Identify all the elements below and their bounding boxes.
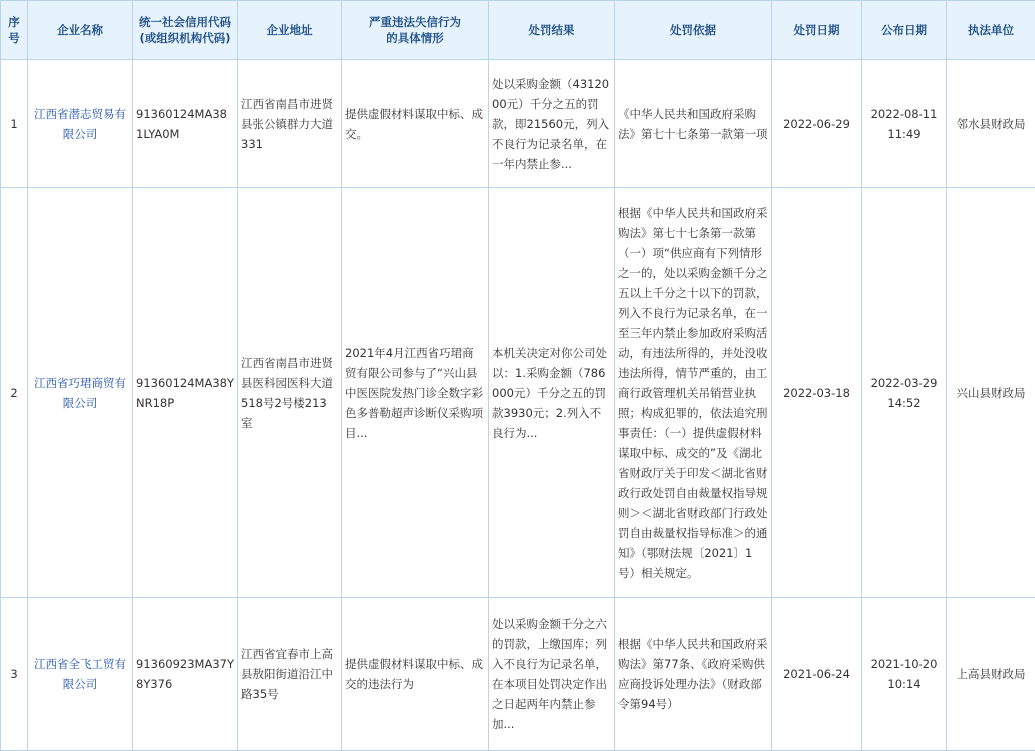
row-agency: 上高县财政局 (947, 598, 1035, 751)
row-basis: 《中华人民共和国政府采购法》第七十七条第一款第一项 (615, 60, 772, 188)
header-company-name: 企业名称 (28, 1, 133, 60)
table-header-row (1, 1, 1035, 60)
row-agency: 兴山县财政局 (947, 188, 1035, 598)
row-credit-code: 91360124MA38YNR18P (133, 188, 238, 598)
header-agency: 执法单位 (947, 1, 1035, 60)
row-seq: 1 (1, 60, 28, 188)
table-row (1, 598, 1035, 751)
row-penalty-date: 2022-06-29 (772, 60, 862, 188)
row-basis: 根据《中华人民共和国政府采购法》第77条、《政府采购供应商投诉处理办法》（财政部令第94号） (615, 598, 772, 751)
row-basis: 根据《中华人民共和国政府采购法》第七十七条第一款第（一）项“供应商有下列情形之一的，处以采购金额千分之五以上千分之十以下的罚款，列入不良行为记录名单，在一至三年内禁止参加政府采购活动，有违法所得的，并处没收违法所得，情节严重的，由工商行政管理机关吊销营业执照；构成犯罪的，依法追究刑事责任：（一）提供虚假材料谋取中标、成交的”及《湖北省财政厅关于印发＜湖北省财政行政处罚自由裁量权指导规则＞＜湖北省财政部门行政处罚自由裁量权指导标准＞的通知》（鄂财法规〔2021〕1号）相关规定。 (615, 188, 772, 598)
row-result: 处以采购金额千分之六的罚款，上缴国库；列入不良行为记录名单，在本项目处罚决定作出之日起两年内禁止参加... (489, 598, 615, 751)
row-address: 江西省宜春市上高县敖阳街道沿江中路35号 (238, 598, 342, 751)
row-company-name-cell (28, 188, 133, 598)
row-violation: 2021年4月江西省巧珺商贸有限公司参与了“兴山县中医医院发热门诊全数字彩色多普勒超声诊断仪采购项目... (342, 188, 489, 598)
row-publish-date: 2021-10-20 10:14 (862, 598, 947, 751)
row-seq: 2 (1, 188, 28, 598)
table-row (1, 188, 1035, 598)
header-credit-code: 统一社会信用代码 (或组织机构代码) (133, 1, 238, 60)
row-result: 本机关决定对你公司处以：1.采购金额（786000元）千分之五的罚款3930元；2.列入不良行为... (489, 188, 615, 598)
row-penalty-date: 2021-06-24 (772, 598, 862, 751)
header-penalty-date: 处罚日期 (772, 1, 862, 60)
table-row (1, 60, 1035, 188)
row-publish-date: 2022-08-11 11:49 (862, 60, 947, 188)
row-penalty-date: 2022-03-18 (772, 188, 862, 598)
header-basis: 处罚依据 (615, 1, 772, 60)
row-company-name-cell (28, 60, 133, 188)
row-address: 江西省南昌市进贤县张公镇群力大道331 (238, 60, 342, 188)
company-name-link[interactable]: 江西省全飞工贸有限公司 (34, 657, 126, 691)
row-violation: 提供虚假材料谋取中标、成交的违法行为 (342, 598, 489, 751)
header-violation: 严重违法失信行为 的具体情形 (342, 1, 489, 60)
row-result: 处以采购金额（4312000元）千分之五的罚款，即21560元，列入不良行为记录名单，在一年内禁止参... (489, 60, 615, 188)
company-name-link[interactable]: 江西省潜志贸易有限公司 (34, 107, 126, 141)
row-seq: 3 (1, 598, 28, 751)
row-credit-code: 91360124MA381LYA0M (133, 60, 238, 188)
row-company-name-cell (28, 598, 133, 751)
row-publish-date: 2022-03-29 14:52 (862, 188, 947, 598)
header-address: 企业地址 (238, 1, 342, 60)
row-agency: 邻水县财政局 (947, 60, 1035, 188)
header-seq: 序号 (1, 1, 28, 60)
row-address: 江西省南昌市进贤县医科园医科大道518号2号楼213室 (238, 188, 342, 598)
row-credit-code: 91360923MA37Y8Y376 (133, 598, 238, 751)
header-publish-date: 公布日期 (862, 1, 947, 60)
company-name-link[interactable]: 江西省巧珺商贸有限公司 (34, 376, 126, 410)
header-result: 处罚结果 (489, 1, 615, 60)
row-violation: 提供虚假材料谋取中标、成交。 (342, 60, 489, 188)
